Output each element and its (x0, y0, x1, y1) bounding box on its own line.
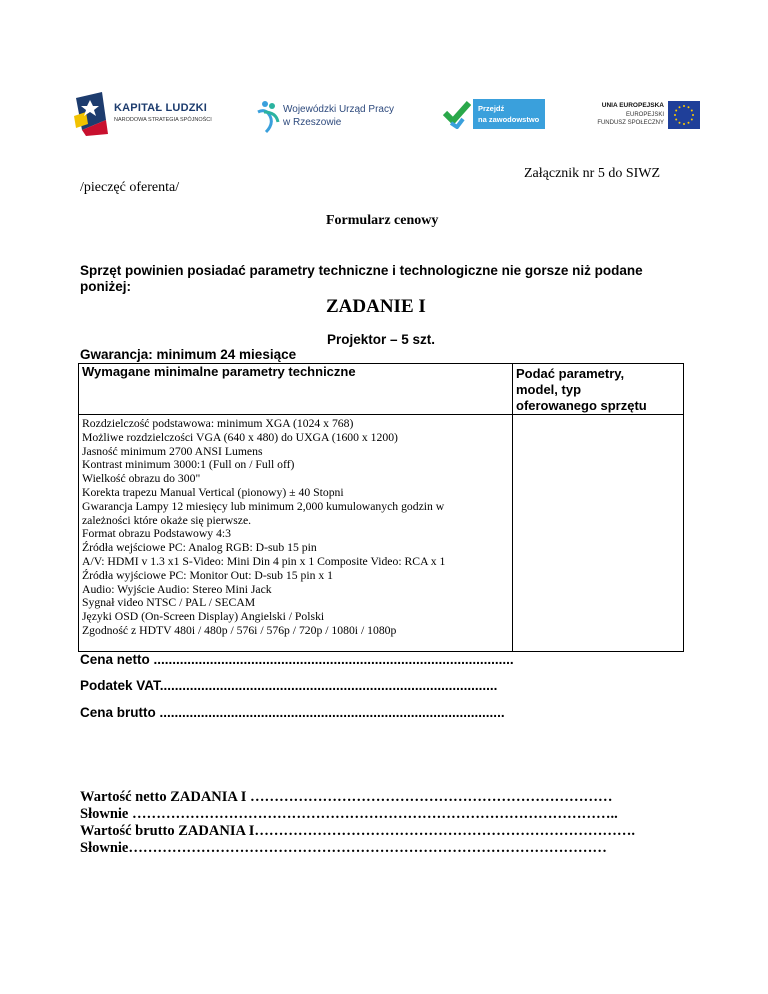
header-offered-line3: oferowanego sprzętu (516, 398, 647, 413)
checkmark-icon (443, 99, 471, 129)
offered-equipment-cell[interactable] (513, 415, 684, 652)
table-spec-row (79, 415, 684, 652)
form-title: Formularz cenowy (326, 213, 439, 228)
summary-block (80, 789, 635, 857)
spec-line: Kontrast minimum 3000:1 (Full on / Full off) (82, 458, 295, 472)
item-label: Projektor – 5 szt. (327, 332, 436, 347)
przejdz-line1: Przejdź (478, 104, 505, 113)
eu-logo (584, 99, 700, 132)
eu-flag-icon (668, 101, 700, 129)
annex-label: Załącznik nr 5 do SIWZ (524, 166, 661, 181)
kapital-ludzki-title: KAPITAŁ LUDZKI (114, 102, 208, 114)
price-brutto: Cena brutto ............................................................................................ (80, 705, 505, 720)
wup-logo (256, 98, 416, 134)
price-vat: Podatek VAT.......................................................................................... (80, 678, 498, 693)
wup-name-line2: w Rzeszowie (283, 117, 342, 128)
summary-brutto-value: Wartość brutto ZADANIA I……………………………………………………………………. (80, 823, 636, 839)
kapital-ludzki-logo (72, 90, 242, 138)
spec-line: Audio: Wyjście Audio: Stereo Mini Jack (82, 582, 272, 596)
eu-line3: FUNDUSZ SPOŁECZNY (597, 120, 664, 126)
spec-line: A/V: HDMI v 1.3 x1 S-Video: Mini Din 4 pin x 1 Composite Video: RCA x 1 (82, 554, 446, 568)
summary-netto-words: Słownie ……………………………………………………………………………………….. (80, 806, 618, 822)
intro-line2: poniżej: (80, 279, 131, 294)
summary-netto-value: Wartość netto ZADANIA I ………………………………………………………………… (80, 789, 613, 805)
price-netto: Cena netto ................................................................................................ (80, 652, 514, 667)
header-offered-params (513, 364, 684, 415)
wup-emblem-icon (256, 98, 282, 134)
spec-line: Wielkość obrazu do 300" (82, 472, 201, 486)
spec-line: Format obrazu Podstawowy 4:3 (82, 527, 231, 541)
przejdz-logo (443, 99, 545, 129)
spec-line: zależności które okaże się pierwsze. (82, 513, 252, 527)
spec-line: Korekta trapezu Manual Vertical (pionowy) ± 40 Stopni (82, 485, 344, 499)
spec-list (79, 415, 513, 652)
intro-text (80, 263, 643, 295)
warranty-label: Gwarancja: minimum 24 miesiące (80, 347, 297, 362)
spec-line: Możliwe rozdzielczości VGA (640 x 480) do UXGA (1600 x 1200) (82, 430, 398, 444)
spec-line: Zgodność z HDTV 480i / 480p / 576i / 576p / 720p / 1080i / 1080p (82, 623, 397, 637)
spec-line: Źródła wyjściowe PC: Monitor Out: D-sub 15 pin x 1 (82, 568, 333, 582)
kapital-ludzki-emblem-icon (72, 90, 112, 138)
intro-line1: Sprzęt powinien posiadać parametry techniczne i technologiczne nie gorsze niż podane (80, 263, 643, 278)
summary-brutto-words: Słownie……………………………………………………………………………………… (80, 840, 607, 856)
header-offered-line2: model, typ (516, 382, 582, 397)
eu-line2: EUROPEJSKI (625, 112, 664, 118)
spec-line: Rozdzielczość podstawowa: minimum XGA (1024 x 768) (82, 417, 354, 430)
spec-line: Sygnał video NTSC / PAL / SECAM (82, 596, 256, 610)
task-title: ZADANIE I (326, 296, 426, 317)
header-required-params: Wymagane minimalne parametry techniczne (79, 364, 513, 415)
wup-name-line1: Wojewódzki Urząd Pracy (283, 104, 394, 115)
header-offered-line1: Podać parametry, (516, 366, 625, 381)
spec-line: Jasność minimum 2700 ANSI Lumens (82, 444, 263, 458)
spec-table (78, 363, 684, 652)
przejdz-line2: na zawodowstwo (478, 115, 540, 124)
stamp-label: /pieczęć oferenta/ (80, 180, 180, 195)
eu-line1: UNIA EUROPEJSKA (601, 102, 664, 109)
spec-line: Gwarancja Lampy 12 miesięcy lub minimum 2,000 kumulowanych godzin w (82, 499, 445, 513)
kapital-ludzki-subtitle: NARODOWA STRATEGIA SPÓJNOŚCI (114, 117, 212, 123)
table-header-row (79, 364, 684, 415)
spec-line: Języki OSD (On-Screen Display) Angielski / Polski (82, 610, 325, 624)
spec-line: Źródła wejściowe PC: Analog RGB: D-sub 15 pin (82, 541, 317, 555)
